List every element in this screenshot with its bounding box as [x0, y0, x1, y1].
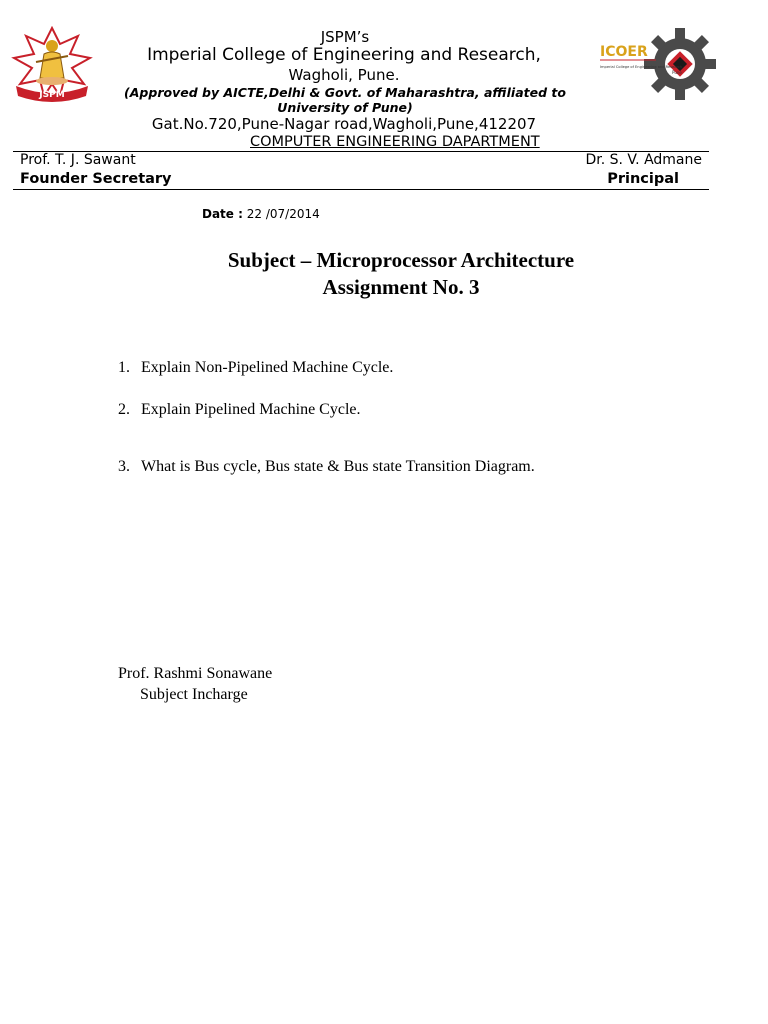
approval-note: (Approved by AICTE,Delhi & Govt. of Maharashtra, affiliated to University of Pune)	[124, 85, 566, 115]
date-value: 22 /07/2014	[246, 207, 320, 221]
college-name: Imperial College of Engineering and Research,	[147, 45, 541, 65]
incharge-name: Prof. Rashmi Sonawane	[118, 665, 273, 682]
college-location: Wagholi, Pune.	[288, 66, 400, 84]
question-text: What is Bus cycle, Bus state & Bus state Transition Diagram.	[141, 458, 535, 475]
icoer-logo-subtitle: Imperial College of Engineering and Research	[600, 65, 683, 69]
assignment-title: Assignment No. 3	[322, 275, 480, 299]
question-2	[118, 401, 361, 419]
icoer-logo-city: Pune	[672, 70, 682, 75]
question-1	[118, 359, 393, 377]
subject-title: Subject – Microprocessor Architecture	[227, 248, 575, 272]
date-line	[202, 207, 320, 221]
jspm-logo-text: JSPM	[39, 90, 65, 100]
question-number: 1.	[118, 359, 130, 376]
founder-name: Prof. T. J. Sawant	[20, 152, 136, 168]
question-3	[118, 458, 535, 476]
org-name: JSPM’s	[320, 28, 370, 46]
question-text: Explain Non-Pipelined Machine Cycle.	[141, 359, 394, 376]
department-name: COMPUTER ENGINEERING DAPARTMENT	[250, 134, 540, 150]
principal-name: Dr. S. V. Admane	[585, 152, 702, 168]
question-number: 3.	[118, 458, 130, 475]
founder-role: Founder Secretary	[20, 171, 172, 187]
question-text: Explain Pipelined Machine Cycle.	[141, 401, 361, 418]
principal-role: Principal	[607, 171, 679, 187]
date-label: Date :	[202, 207, 243, 221]
college-address: Gat.No.720,Pune-Nagar road,Wagholi,Pune,412207	[151, 115, 537, 133]
question-number: 2.	[118, 401, 130, 418]
header-divider-bottom	[13, 189, 709, 190]
icoer-logo-title: ICOER	[600, 44, 648, 60]
incharge-role: Subject Incharge	[140, 686, 248, 703]
